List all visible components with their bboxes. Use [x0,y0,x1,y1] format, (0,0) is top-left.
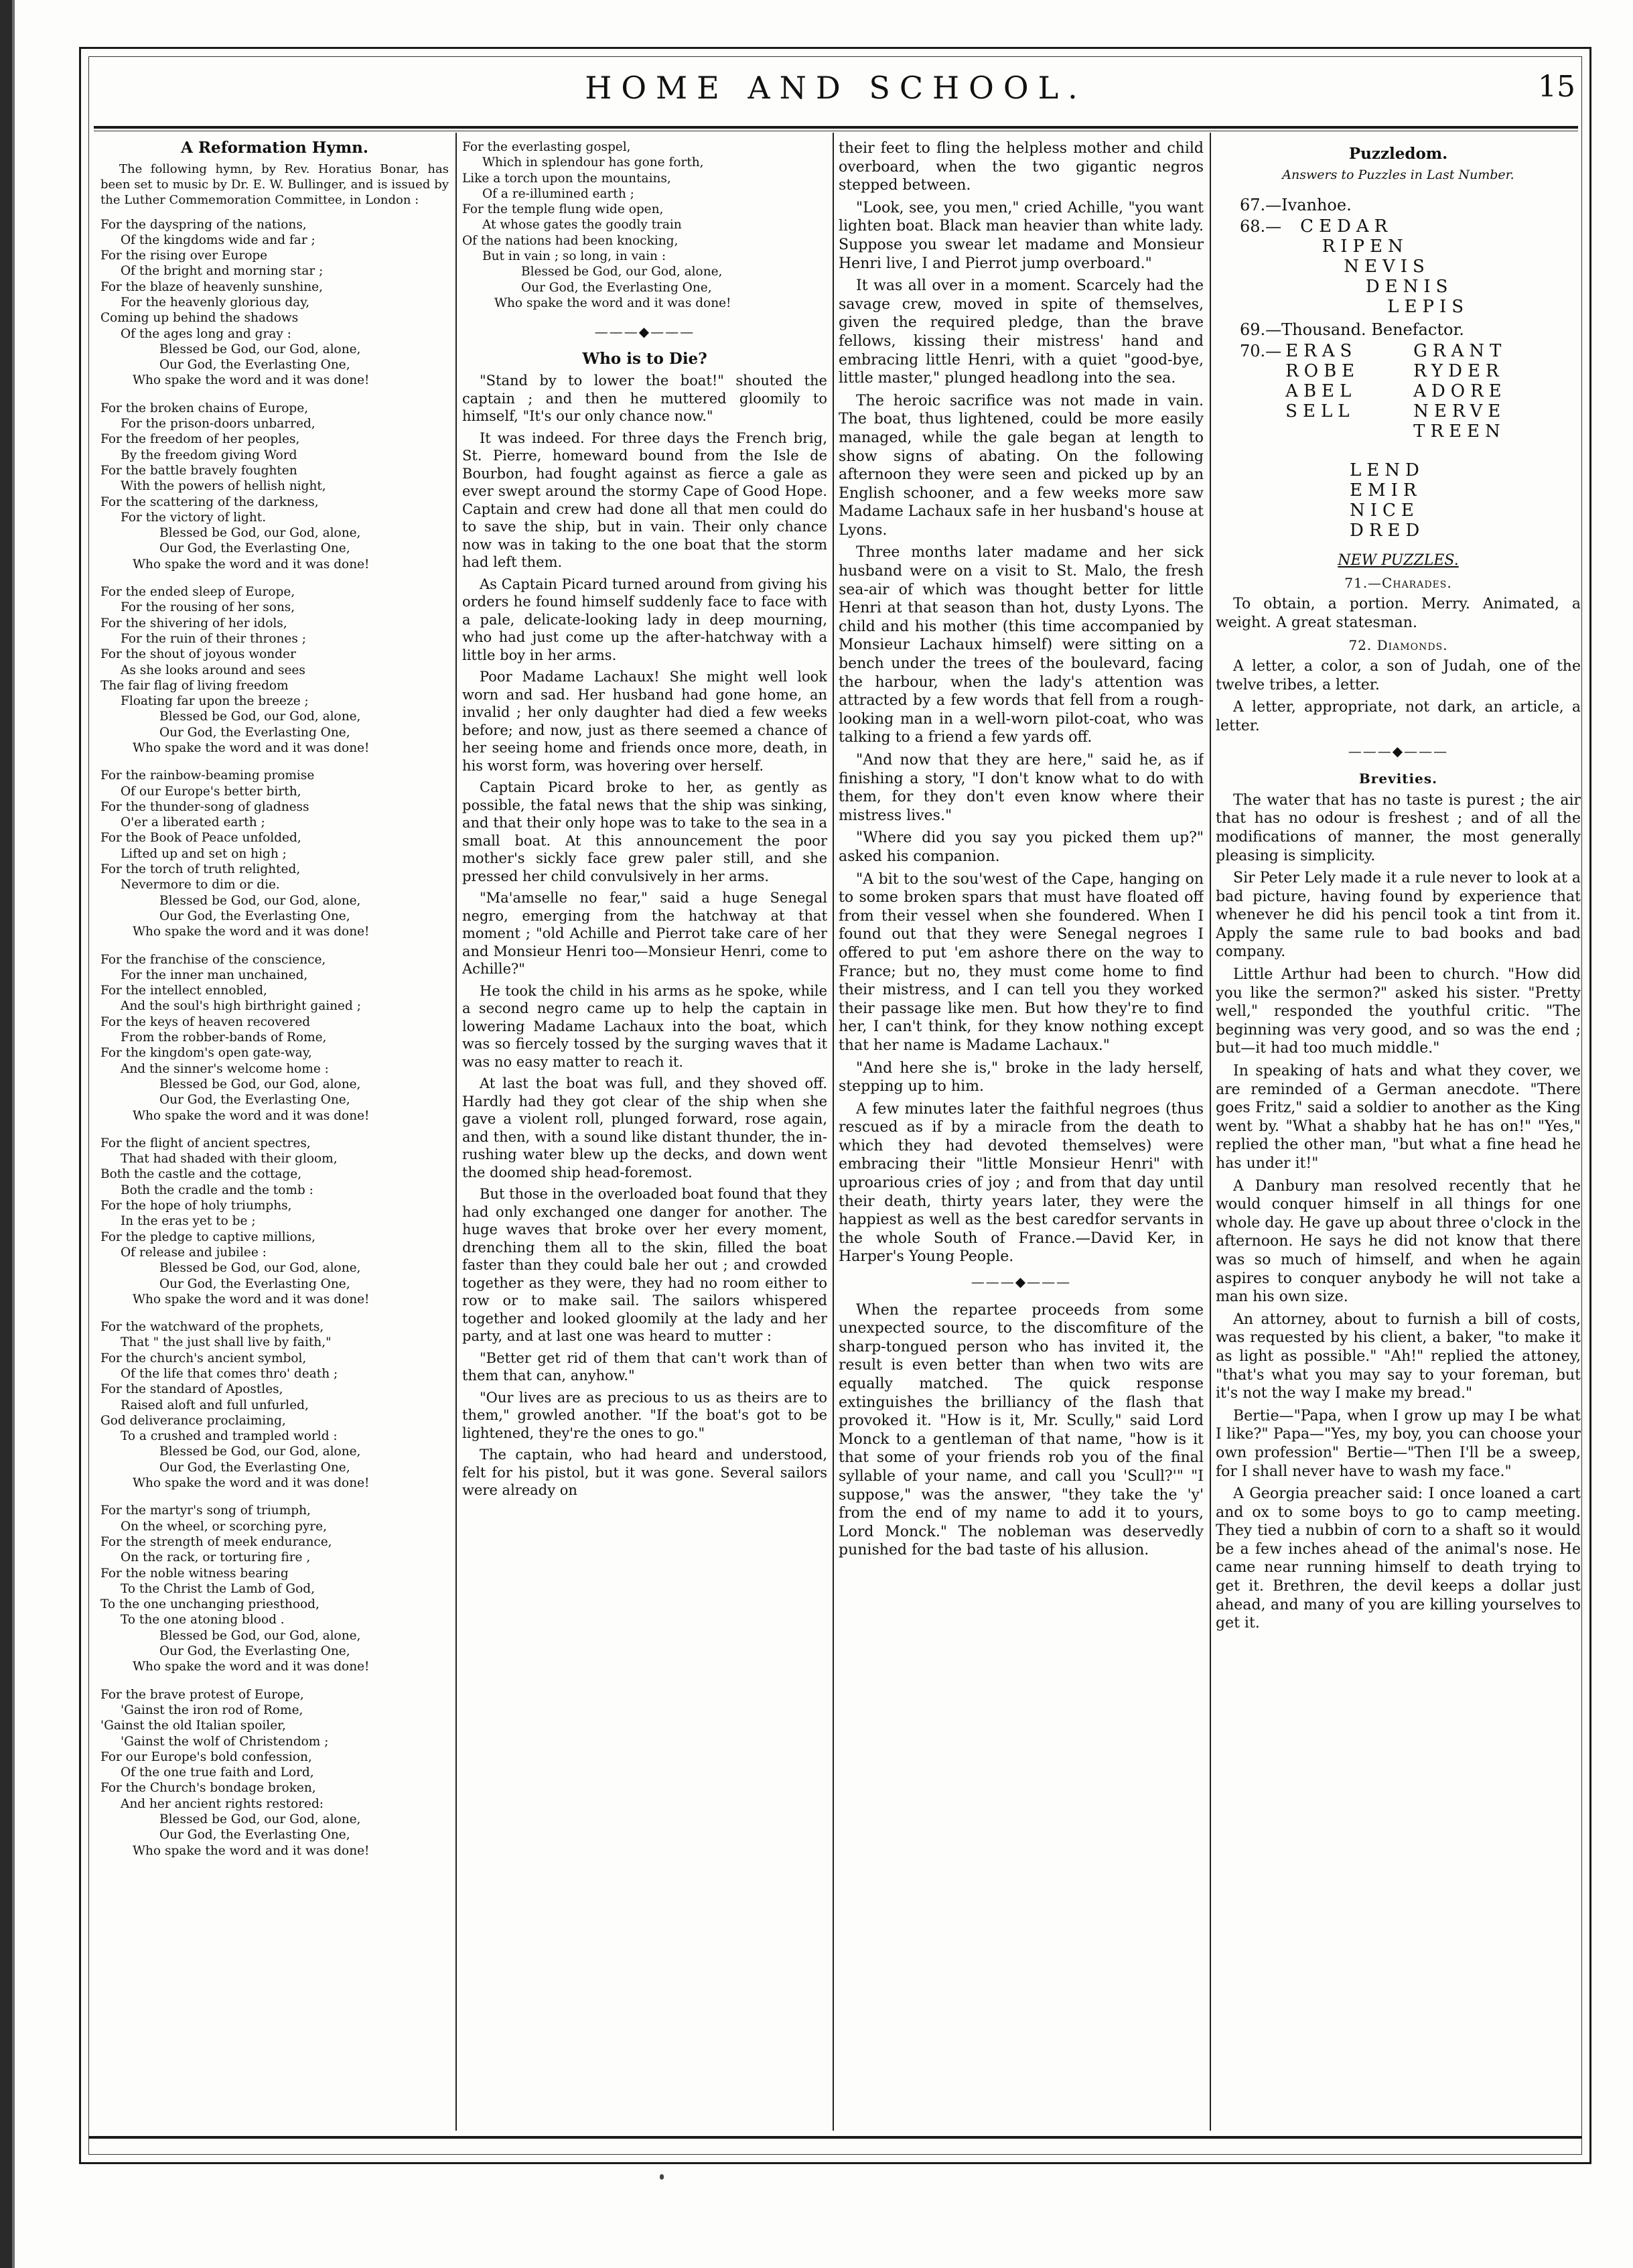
verse-line: That " the just shall live by faith," [121,1335,332,1350]
verse-line: Who spake the word and it was done! [133,925,370,939]
verse-line: Blessed be God, our God, alone, [159,1261,361,1276]
word-square-row: TREEN [1413,421,1506,442]
verse-line: Our God, the Everlasting One, [521,280,712,295]
answer-67: 67.—Ivanhoe. [1240,196,1352,215]
hymn-stanza [100,1319,449,1491]
hymn-stanza [100,584,449,756]
answer-70-right-square [1413,341,1507,442]
verse-line: Our God, the Everlasting One, [159,1276,350,1291]
verse-line: 'Gainst the wolf of Christendom ; [121,1734,329,1749]
verse-line: Our God, the Everlasting One, [159,909,350,923]
verse-line: Blessed be God, our God, alone, [159,1445,361,1459]
verse-line: As she looks around and sees [121,663,305,677]
verse-line: For the Church's bondage broken, [100,1781,316,1796]
word-square-row: ADORE [1413,381,1507,402]
new-puzzles-heading: NEW PUZZLES. [1338,552,1459,570]
verse-line: And the sinner's welcome home : [121,1061,329,1076]
verse-line: For the broken chains of Europe, [100,401,309,415]
scan-binding-edge [0,0,47,2268]
brevity-item: The water that has no taste is purest ; the air that has no odour is freshest ; and of all the modifications of manner, the most generally pleasing is simplicity. [1216,791,1581,864]
verse-line: Blessed be God, our God, alone, [159,1812,361,1826]
verse-line: Both the castle and the cottage, [100,1167,302,1182]
verse-line: Both the cradle and the tomb : [121,1183,313,1197]
verse-line: Of the kingdoms wide and far ; [121,232,315,247]
story-paragraph: their feet to fling the helpless mother and child overboard, when the two gigantic negros stepped between. [839,140,1204,194]
word-square-row: NEVIS [1300,257,1430,277]
verse-line: For the temple flung wide open, [462,202,664,217]
section-ornament: ———◆——— [1348,742,1449,759]
page-number: 15 [1538,70,1575,104]
verse-line: Blessed be God, our God, alone, [159,1628,361,1643]
answer-69: 69.—Thousand. Benefactor. [1240,320,1464,340]
verse-line: For the freedom of her peoples, [100,432,300,447]
word-square-row: NICE [1350,501,1419,521]
verse-line: For the heavenly glorious day, [121,295,310,310]
brevity-item: An attorney, about to furnish a bill of costs, was requested by his client, a baker, "to make it as light as possible." "Ah!" replied the attoney, "that's what you may say to your foreman, but it's not the way I make my bread." [1216,1311,1581,1402]
word-square-row: RIPEN [1300,237,1409,257]
answer-68 [1240,216,1581,317]
story-paragraph: At last the boat was full, and they shoved off. Hardly had they got clear of the ship when she gave a violent roll, plunged forward, rose again, and then, with a sound like distant thunder, the in-rushing water blew up the decks, and down went the doomed ship head-foremost. [462,1075,827,1181]
hymn-intro: The following hymn, by Rev. Horatius Bonar, has been set to music by Dr. E. W. Bullinger, and is issued by the Luther Commemoration Committee, in London : [100,161,449,207]
word-square-row: CEDAR [1300,216,1393,237]
verse-line: Of our Europe's better birth, [121,784,301,799]
verse-line: For the rising over Europe [100,249,268,263]
verse-line: For the flight of ancient spectres, [100,1136,311,1150]
verse-line: For the standard of Apostles, [100,1382,283,1397]
story-paragraph: "Stand by to lower the boat!" shouted the captain ; and then he muttered gloomily to himself, "It's our only chance now." [462,373,827,425]
story-paragraph: Captain Picard broke to her, as gently as possible, the fatal news that the ship was sinking, and that their only hope was to take to the sea in a small boat. At this announcement the poor mother's sickly face grew paler still, and she pressed her child convulsively in her arms. [462,779,827,884]
verse-line: Our God, the Everlasting One, [159,1460,350,1475]
brevity-item: In speaking of hats and what they cover, we are reminded of a German anecdote. "There goes Fritz," said a soldier to another as the King went by. "What a shabby hat he has on!" "Yes," replied the other man, "but what a fine head he has under it!" [1216,1063,1581,1172]
hymn-stanza [100,1503,449,1674]
story-paragraph: "A bit to the sou'west of the Cape, hanging on to some broken spars that must have floated off from their vessel when she foundered. When I found out that they were Senegal negroes I offered to put 'em ashore there on the way to France; but no, they must come home to find their mistress, and I can tell you they worked their passage like men. But how they're to find her, I can't think, for they know nothing except that her name is Madame Lachaux." [839,870,1204,1054]
verse-line: For the inner man unchained, [121,968,308,982]
verse-line: Blessed be God, our God, alone, [521,265,723,279]
story-paragraph: As Captain Picard turned around from giving his orders he found himself suddenly face to face with a pale, delicate-looking lady in deep mourning, who had just come up the after-hatchway with a little boy in her arms. [462,576,827,663]
story-paragraph: "And now that they are here," said he, as if finishing a story, "I don't know what to do with them, for they don't even know where their mistress lives." [839,752,1204,824]
verse-line: For the martyr's song of triumph, [100,1504,311,1518]
story-paragraph: The heroic sacrifice was not made in vain. The boat, thus lightened, could be more easily managed, while the gale began at length to show signs of abating. On the following afternoon they were seen and picked up by an English schooner, and a few weeks more saw Madame Lachaux safe in her husband's house at Lyons. [839,392,1204,539]
word-square-row: DRED [1350,521,1425,541]
word-square-row: EMIR [1350,480,1422,501]
hymn-stanza [100,1136,449,1307]
answer-70-left-square [1285,341,1360,442]
verse-line: Coming up behind the shadows [100,311,299,326]
verse-line: God deliverance proclaiming, [100,1413,286,1428]
verse-line: For the keys of heaven recovered [100,1014,311,1029]
verse-line: Blessed be God, our God, alone, [159,893,361,908]
verse-line: By the freedom giving Word [121,448,297,462]
verse-line: Who spake the word and it was done! [133,1660,370,1674]
verse-line: O'er a liberated earth ; [121,815,265,830]
verse-line: But in vain ; so long, in vain : [482,249,666,264]
word-square-row: SELL [1285,401,1355,422]
answer-68-square [1300,216,1469,317]
story-paragraph: "And here she is," broke in the lady herself, stepping up to him. [839,1059,1204,1095]
verse-line: Of a re-illumined earth ; [482,186,634,201]
verse-line: Our God, the Everlasting One, [159,358,350,373]
verse-line: For the noble witness bearing [100,1566,289,1581]
hymn-stanza [100,768,449,939]
brevity-item: A Danbury man resolved recently that he would conquer himself in all things for one whole day. He gave up about three o'clock in the afternoon. He says he did not know that there was so much of himself, and when he again aspires to conquer anybody he will not take a man his own size. [1216,1177,1581,1306]
verse-line: And the soul's high birthright gained ; [121,999,361,1014]
verse-line: Our God, the Everlasting One, [159,1828,350,1843]
verse-line: Who spake the word and it was done! [133,1292,370,1307]
diamonds-heading: 72. Diamonds. [1348,637,1448,653]
verse-line: For the watchward of the prophets, [100,1320,324,1335]
section-ornament: ———◆——— [971,1274,1072,1290]
verse-line: To the one atoning blood . [121,1613,285,1627]
verse-line: For the blaze of heavenly sunshine, [100,279,323,294]
word-square-row: LEPIS [1300,297,1470,318]
puzzledom-heading: Puzzledom. [1348,145,1448,163]
column-3 [839,139,1204,2131]
verse-line: For the franchise of the conscience, [100,952,326,967]
word-square-row: ROBE [1285,361,1360,382]
column-divider [1210,133,1211,2131]
story-paragraph: It was indeed. For three days the French brig, St. Pierre, homeward bound from the Isle de Bourbon, had fought against as fierce a gale as ever swept around the stormy Cape of Good Hope. Captain and crew had done all that men could do to save the ship, but in vain. Their only chance now was in taking to the one boat that the storm had left them. [462,429,827,571]
story-paragraph: The captain, who had heard and understood, felt for his pistol, but it was gone. Several sailors were already on [462,1447,827,1499]
word-square-row: LEND [1350,460,1425,481]
story-paragraph: It was all over in a moment. Scarcely had the savage crew, moved in spite of themselves, given the required pledge, than the brave fellows, kissing their mistress' hand and embracing little Henri, with a quiet "good-bye, little master," plunged headlong into the sea. [839,277,1204,387]
hymn-stanzas [100,217,449,1859]
verse-line: For the pledge to captive millions, [100,1229,316,1244]
verse-line: In the eras yet to be ; [121,1214,256,1229]
verse-line: For the shivering of her idols, [100,616,287,630]
verse-line: For the strength of meek endurance, [100,1534,332,1549]
verse-line: On the rack, or torturing fire , [121,1550,311,1565]
verse-line: Floating far upon the breeze ; [121,694,309,709]
verse-line: Like a torch upon the mountains, [462,171,671,186]
verse-line: For the victory of light. [121,510,267,525]
verse-line: For the prison-doors unbarred, [121,417,315,431]
word-square-row: NERVE [1413,401,1506,422]
verse-line: Who spake the word and it was done! [133,1476,370,1491]
story-paragraph: But those in the overloaded boat found that they had only exchanged one danger for another. The huge waves that broke over her every moment, drenching them all to the skin, filled the boat faster than they could bale her out ; and crowded together as they were, they had no room either to row or to make sail. The sailors whispered together and looked gloomily at the lady and her party, and at last one was heard to mutter : [462,1186,827,1345]
story-paragraph: "Better get rid of them that can't work than of them that can, anyhow." [462,1349,827,1384]
hymn-stanza [100,952,449,1124]
hymn-stanza [100,217,449,389]
verse-line: For the ended sleep of Europe, [100,585,295,600]
verse-line: For the hope of holy triumphs, [100,1199,292,1213]
verse-line: For the rainbow-beaming promise [100,769,315,783]
column-divider [833,133,834,2131]
verse-line: On the wheel, or scorching pyre, [121,1519,327,1534]
newspaper-title: HOME AND SCHOOL. [585,70,1087,106]
hymn-final-stanza [462,139,827,311]
column-4 [1216,139,1581,2131]
verse-line: For the everlasting gospel, [462,140,631,154]
verse-line: Of the one true faith and Lord, [121,1765,314,1780]
hymn-stanza [100,401,449,572]
verse-line: Who spake the word and it was done! [133,1843,370,1858]
verse-line: For the brave protest of Europe, [100,1687,304,1702]
column-1 [100,139,449,2131]
verse-line: For the dayspring of the nations, [100,217,307,232]
verse-line: Our God, the Everlasting One, [159,1644,350,1659]
verse-line: Our God, the Everlasting One, [159,541,350,556]
verse-line: 'Gainst the iron rod of Rome, [121,1703,303,1717]
verse-line: Blessed be God, our God, alone, [159,526,361,541]
story-paragraph: Three months later madame and her sick husband were on a visit to St. Malo, the fresh sea-air of which was thought better for little Henri at that season than hot, dusty Lyons. The child and his mother (this time accompanied by Monsieur Lachaux himself) were sitting on a bench under the trees of the boulevard, facing the harbour, when the lady's attention was attracted by a few words that fell from a rough-looking man in a well-worn pilot-coat, who was talking to a friend a few yards off. [839,544,1204,746]
verse-line: To a crushed and trampled world : [121,1429,338,1444]
brevity-item: Little Arthur had been to church. "How did you like the sermon?" asked his sister. "Pretty well," responded the youthful critic. "The beginning was very good, and so was the end ; but—it had too much middle." [1216,966,1581,1057]
story-paragraph: He took the child in his arms as he spoke, while a second negro came up to help the captain in lowering Madame Lachaux into the boat, which was so fiercely tossed by the surging waves that it was no easy matter to reach it. [462,982,827,1070]
verse-line: For the kingdom's open gate-way, [100,1046,312,1061]
verse-line: For the thunder-song of gladness [100,799,309,814]
verse-line: Who spake the word and it was done! [133,1108,370,1123]
verse-line: Who spake the word and it was done! [133,373,370,388]
column-2 [462,139,827,2131]
column-divider [455,133,457,2131]
word-square-row: ERAS [1285,341,1358,362]
answer-68-label: 68.— [1240,217,1282,237]
verse-line: For our Europe's bold confession, [100,1749,312,1764]
word-square-row: ABEL [1285,381,1357,402]
verse-line: Blessed be God, our God, alone, [159,1077,361,1091]
story-continued [839,139,1204,1560]
word-square-row: DENIS [1300,277,1453,297]
word-square-row: RYDER [1413,361,1504,382]
word-square-row: GRANT [1413,341,1507,362]
story-paragraph: "Ma'amselle no fear," said a huge Senegal negro, emerging from the hatchway at that moment ; "old Achille and Pierrot take care of her and Monsieur Henri too—Monsieur Henri, come to Achille?" [462,890,827,978]
verse-line: Blessed be God, our God, alone, [159,710,361,724]
brevity-item: Bertie—"Papa, when I grow up may I be what I like?" Papa—"Yes, my boy, you can choose your own profession" Bertie—"Then I'll be a sweep, for I shall never have to wash my face." [1216,1407,1581,1480]
verse-line: Blessed be God, our God, alone, [159,342,361,356]
print-mark [660,2174,664,2180]
diamonds-text-2: A letter, appropriate, not dark, an article, a letter. [1216,699,1581,734]
charades-text: To obtain, a portion. Merry. Animated, a weight. A great statesman. [1216,596,1581,631]
charades-heading: 71.—Charades. [1344,574,1452,591]
verse-line: Of release and jubilee : [121,1245,267,1260]
verse-line: Our God, the Everlasting One, [159,1093,350,1108]
verse-line: Of the bright and morning star ; [121,264,324,279]
masthead [94,64,1578,121]
verse-line: Nevermore to dim or die. [121,878,280,892]
verse-line: Raised aloft and full unfurled, [121,1398,309,1412]
brevity-item: Sir Peter Lely made it a rule never to look at a bad picture, having found by experience that whenever he did his pencil took a tint from it. Apply the same rule to bad books and bad company. [1216,870,1581,961]
diamonds-text-1: A letter, a color, a son of Judah, one of the twelve tribes, a letter. [1216,658,1581,693]
verse-line: For the scattering of the darkness, [100,494,319,509]
section-ornament: ———◆——— [594,324,695,340]
verse-line: Of the life that comes thro' death ; [121,1366,338,1381]
verse-line: 'Gainst the old Italian spoiler, [100,1719,286,1733]
footer-rule [88,2136,1582,2139]
verse-line: That had shaded with their gloom, [121,1152,338,1166]
verse-line: For the intellect ennobled, [100,984,267,998]
verse-line: Of the nations had been knocking, [462,233,679,248]
verse-line: At whose gates the goodly train [482,218,682,232]
verse-line: For the church's ancient symbol, [100,1351,307,1365]
hymn-heading: A Reformation Hymn. [181,139,368,157]
story-paragraph: "Where did you say you picked them up?" asked his companion. [839,829,1204,865]
verse-line: Who spake the word and it was done! [133,557,370,572]
story-paragraph: "Our lives are as precious to us as theirs are to them," growled another. "If the boat's got to be lightened, they're the ones to go." [462,1389,827,1441]
hymn-stanza [100,1687,449,1859]
answers-heading: Answers to Puzzles in Last Number. [1282,167,1514,182]
verse-line: Who spake the word and it was done! [133,741,370,755]
verse-line: For the Book of Peace unfolded, [100,831,301,846]
story-paragraph: When the repartee proceeds from some unexpected source, to the discomfiture of the sharp-tongued person who has invited it, the result is even better than when two wits are equally matched. The quick response extinguishes the brilliancy of the flash that provoked it. "How is it, Mr. Scully," said Lord Monck to a gentleman of that name, "how is it that some of your friends rob you of the final syllable of your name, and call you 'Scull?'" "I suppose," was the answer, "they take the 'y' from the end of my name to add it to yours, Lord Monck." The nobleman was deservedly punished for the bad taste of his allusion. [839,1301,1204,1559]
verse-line: For the battle bravely foughten [100,463,297,478]
answer-70 [1240,341,1581,442]
verse-line: For the torch of truth relighted, [100,862,301,877]
story-heading: Who is to Die? [582,349,707,368]
verse-line: To the Christ the Lamb of God, [121,1581,315,1596]
brevities-list [1216,791,1581,1633]
verse-line: For the rousing of her sons, [121,600,295,615]
verse-line: For the ruin of their thrones ; [121,631,306,646]
story-paragraph: A few minutes later the faithful negroes (thus rescued as if by a miracle from the death to which they had devoted themselves) were embracing their "little Monsieur Henri" with uproarious cries of joy ; and from that day until their death, thirty years later, they were the happiest as well as the best caredfor servants in the whole South of France.—David Ker, in Harper's Young People. [839,1100,1204,1266]
verse-line: For the shout of joyous wonder [100,647,296,662]
answer-70-label: 70.— [1240,342,1282,361]
verse-line: Our God, the Everlasting One, [159,725,350,740]
brevities-heading: Brevities. [1358,771,1438,787]
verse-line: Who spake the word and it was done! [494,295,731,310]
verse-line: To the one unchanging priesthood, [100,1597,320,1612]
story-paragraph: Poor Madame Lachaux! She might well look worn and sad. Her husband had gone home, an invalid ; her only daughter had died a few weeks before; and now, just as there seemed a chance of her seeing home and friends once more, death, in his worst form, was hovering over herself. [462,669,827,774]
verse-line: Which in splendour has gone forth, [482,155,704,170]
story-paragraph: "Look, see, you men," cried Achille, "you want lighten boat. Black man heavier than white lady. Suppose you swear let madame and Monsieur Henri live, I and Pierrot jump overboard." [839,199,1204,272]
story-body [462,372,827,1499]
header-rule [94,126,1578,129]
verse-line: Lifted up and set on high ; [121,846,287,861]
verse-line: Of the ages long and gray : [121,326,291,341]
brevity-item: A Georgia preacher said: I once loaned a cart and ox to some boys to go to camp meeting. They tied a nubbin of corn to a shaft so it would be a few inches ahead of the animal's nose. He came near running himself to death trying to get it. Brethren, the devil keeps a dollar just ahead, and many of you are killing yourselves to get it. [1216,1485,1581,1632]
verse-line: And her ancient rights restored: [121,1796,324,1811]
verse-line: With the powers of hellish night, [121,479,326,494]
answer-70-bottom-square [1350,460,1581,541]
verse-line: From the robber-bands of Rome, [121,1030,327,1045]
verse-line: The fair flag of living freedom [100,678,289,693]
